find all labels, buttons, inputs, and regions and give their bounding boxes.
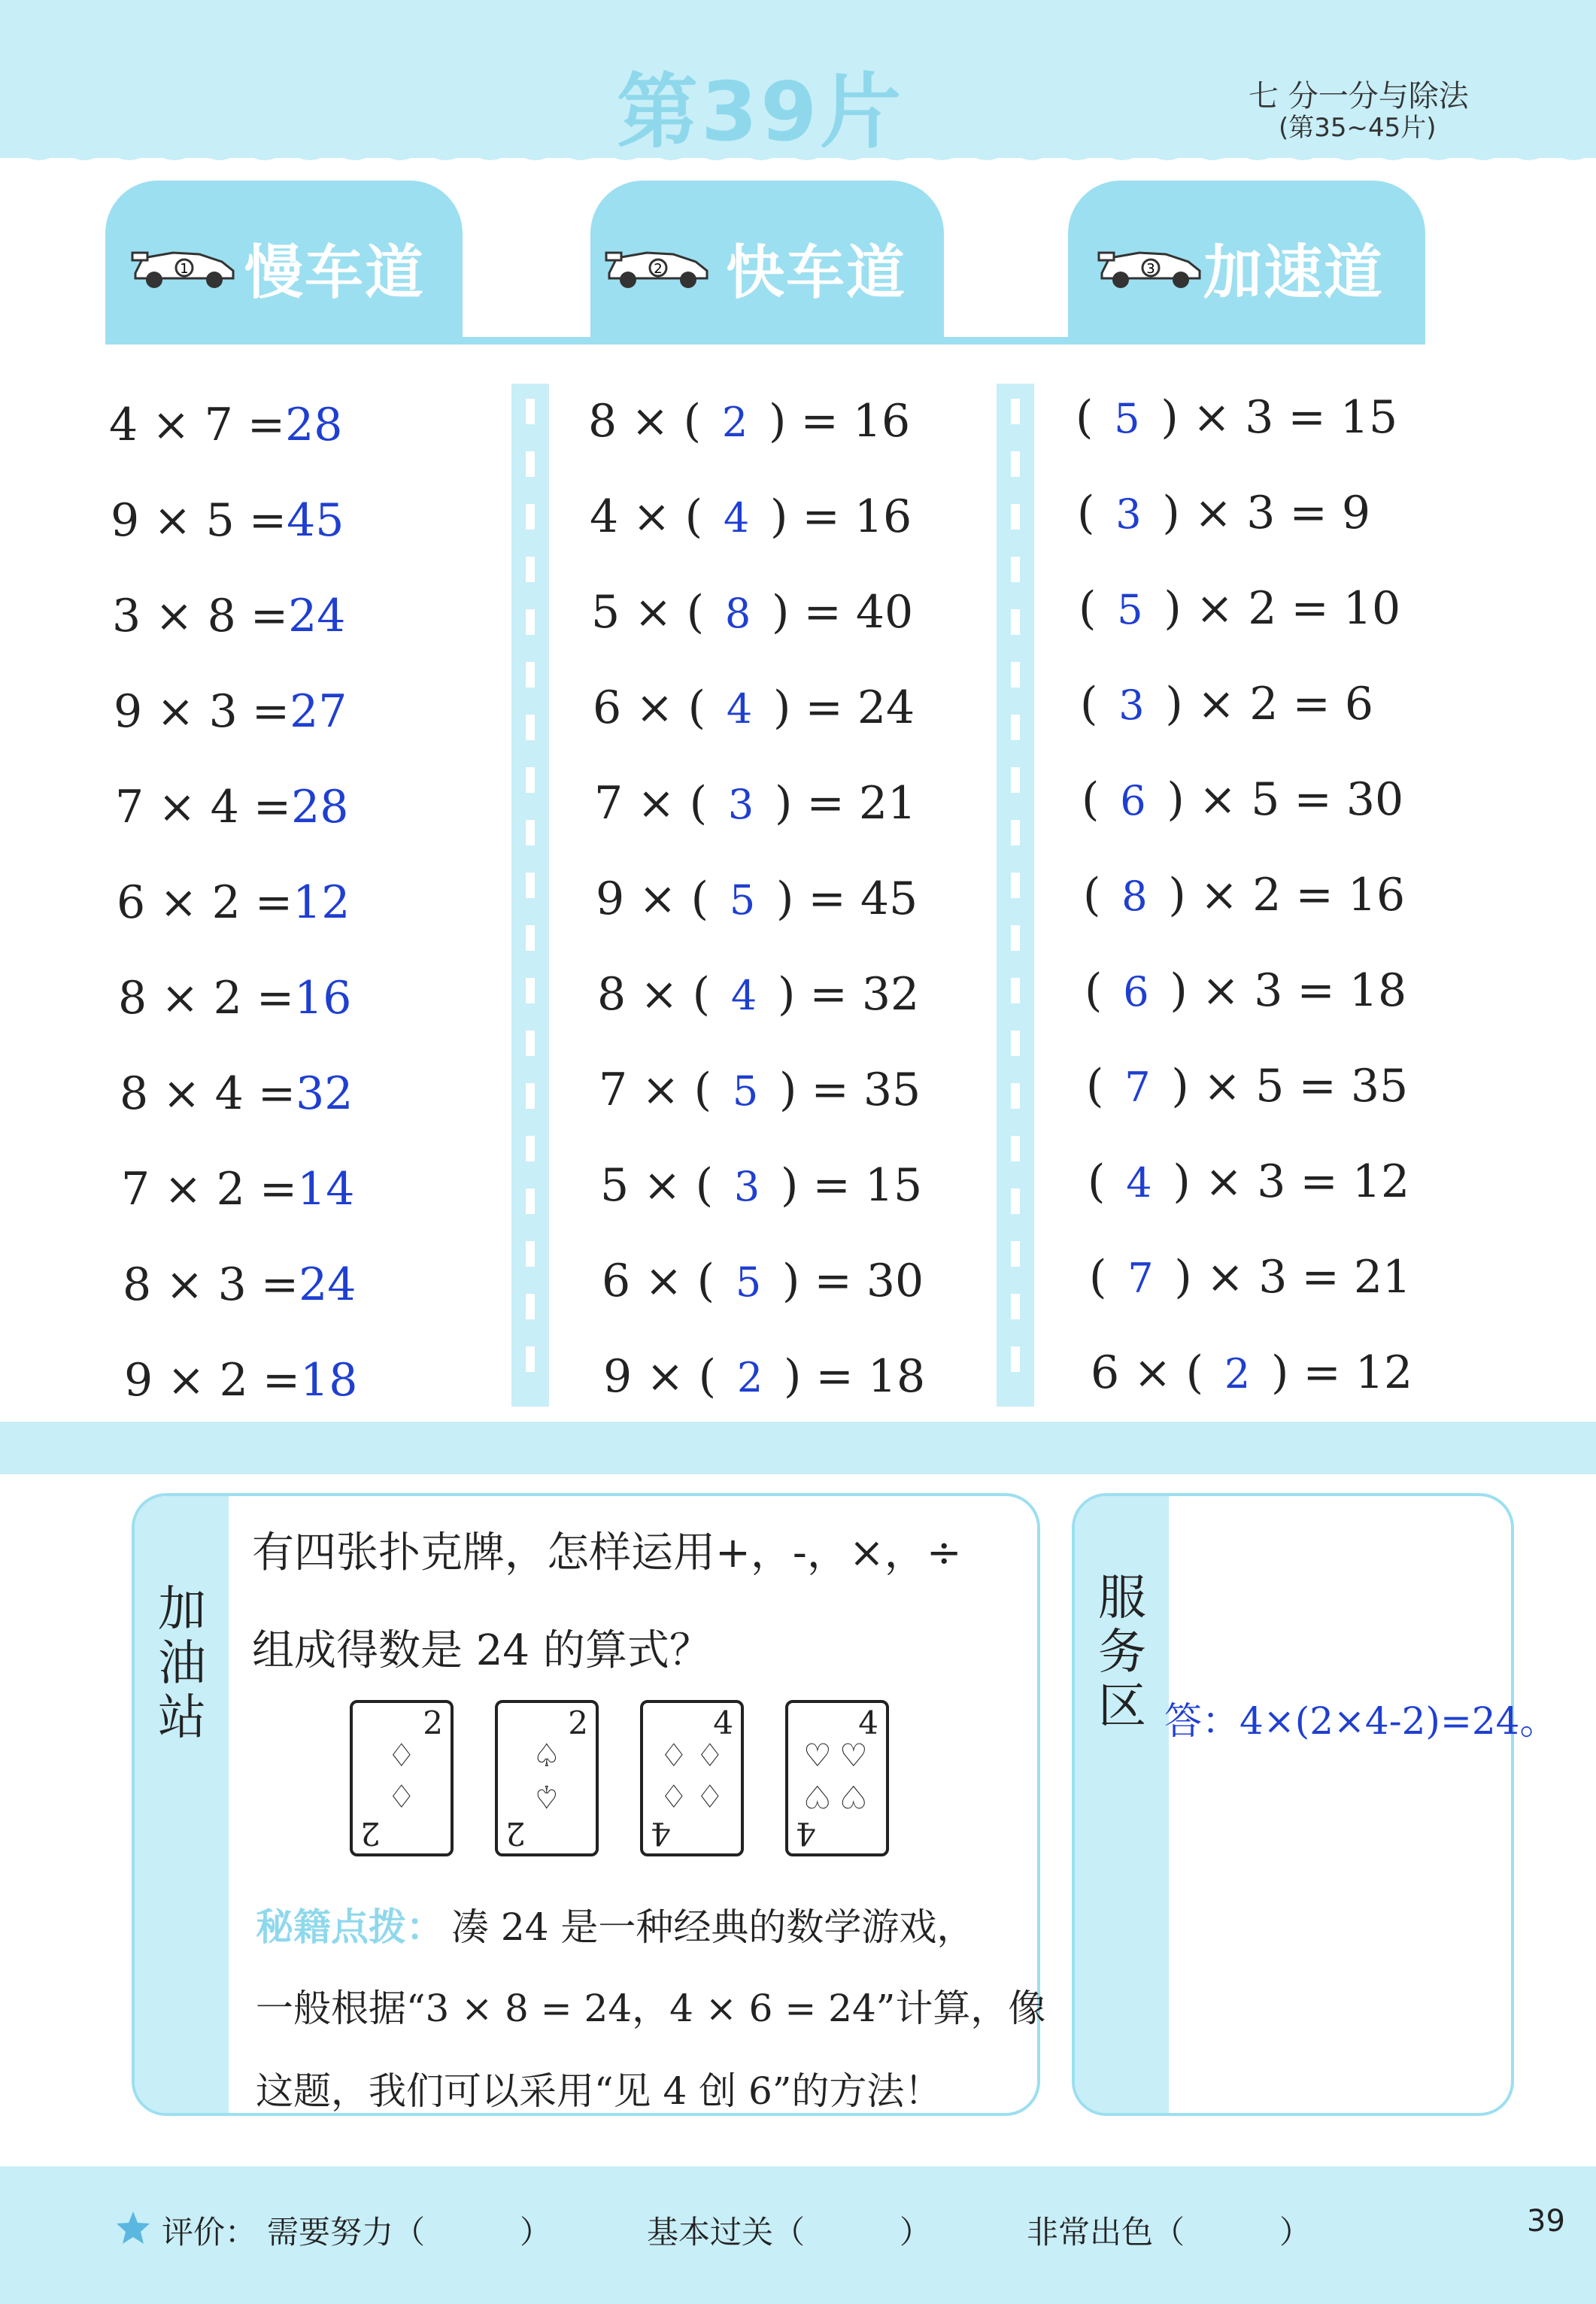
equation-text: ) = 15 [781, 1159, 923, 1212]
fuel-station-label: 加油站 [158, 1582, 206, 1746]
lane-dash [526, 978, 535, 1003]
equation-text: 7 × ( [599, 1064, 712, 1116]
service-area-label: 服务区 [1098, 1571, 1146, 1735]
equation-text: 7 × 2 = [121, 1163, 298, 1216]
diamond-icon: ♢ [696, 1737, 724, 1774]
answer-text: 32 [296, 1067, 353, 1120]
lane-dash [526, 399, 535, 424]
equation-text: 9 × ( [596, 873, 708, 925]
heart-icon: ♡ [839, 1737, 868, 1774]
equation-text: ) = 16 [770, 490, 912, 543]
equation-text: ) × 3 = 18 [1170, 964, 1407, 1017]
equation-row [1088, 1155, 1409, 1208]
answer-text: 5 [732, 1067, 759, 1115]
answer-text: 3 [733, 1163, 760, 1210]
answer-text: 6 [1123, 968, 1149, 1015]
unit-title: 七 分一分与除法 [1249, 79, 1469, 114]
answer-text: 4 [726, 685, 753, 733]
equation-row [1080, 678, 1373, 730]
equation-text: ) = 16 [769, 395, 911, 448]
heart-icon: ♡ [839, 1778, 868, 1815]
lane-dash [526, 1294, 535, 1319]
lane-dash [526, 504, 535, 530]
answer-text: 2 [721, 399, 748, 446]
eval-option-basic-pass[interactable]: 基本过关（ ） [647, 2214, 932, 2251]
equation-text: ( [1079, 582, 1097, 635]
lane-label-fast: 快车道 [726, 239, 907, 307]
diamond-icon: ♢ [660, 1737, 688, 1774]
lane-dash [1011, 609, 1020, 635]
problem-line-1: 有四张扑克牌，怎样运用+，-，×，÷ [252, 1528, 962, 1577]
equation-text: 4 × ( [590, 490, 702, 543]
answer-text: 24 [288, 590, 346, 642]
answer-text: 12 [293, 876, 350, 929]
answer-text: 45 [287, 494, 344, 547]
equation-text: ( [1089, 1251, 1107, 1304]
lane-dash [526, 925, 535, 951]
equation-row [1079, 582, 1400, 635]
equation-row [117, 876, 350, 929]
service-area-box [1072, 1493, 1514, 2116]
equation-text: ( [1083, 869, 1101, 921]
answer-text: 24 [299, 1258, 357, 1311]
lane-dash [1011, 820, 1020, 845]
equation-row [124, 1354, 357, 1407]
equation-text: ) = 40 [772, 586, 914, 639]
equation-row [123, 1258, 356, 1311]
lane-dash [1011, 1136, 1020, 1161]
equation-text: ) × 5 = 35 [1171, 1060, 1409, 1113]
equation-text: 8 × 4 = [120, 1067, 296, 1120]
playing-card: 4 ♢ ♢ ♢ ♢ 4 [640, 1700, 744, 1856]
lane-tab-baseline [105, 337, 1425, 345]
answer-text: 2 [736, 1354, 763, 1401]
equation-text: ) × 2 = 10 [1164, 582, 1401, 635]
equation-row [120, 1067, 353, 1120]
tip-line-3: 这题，我们可以采用“见 4 创 6”的方法！ [256, 2069, 942, 2113]
problem-line-2: 组成得数是 24 的算式？ [252, 1626, 712, 1675]
equation-text: 4 × 7 = [109, 399, 286, 451]
equation-row [112, 590, 345, 642]
lane-dash [526, 1031, 535, 1056]
lane-dash [1011, 1294, 1020, 1319]
equation-text: ( [1076, 391, 1094, 444]
lane-dash [526, 873, 535, 898]
svg-text:2: 2 [654, 261, 663, 277]
heart-icon: ♡ [803, 1737, 832, 1774]
equation-text: 8 × ( [597, 968, 710, 1021]
answer-text: 28 [285, 399, 343, 451]
equation-row [1077, 487, 1370, 539]
equation-text: ) = 32 [778, 968, 920, 1021]
lane-dash [1011, 715, 1020, 740]
diamond-icon: ♢ [696, 1778, 724, 1815]
tip-label: 秘籍点拨： [256, 1905, 444, 1949]
equation-text: 8 × ( [588, 395, 701, 448]
equation-row [1083, 869, 1405, 921]
equation-text: ) × 2 = 6 [1165, 678, 1374, 730]
equation-text: 6 × 2 = [117, 876, 293, 929]
answer-text: 4 [730, 972, 757, 1019]
spade-icon: ♤ [533, 1737, 561, 1774]
answer-text: 5 [1117, 586, 1143, 633]
unit-range: (第35~45片) [1279, 113, 1437, 143]
equation-text: ) × 3 = 12 [1173, 1155, 1410, 1208]
equation-text: ) × 3 = 9 [1162, 487, 1371, 539]
lane-divider [997, 384, 1034, 1407]
equation-row [599, 1064, 921, 1116]
diamond-icon: ♢ [660, 1778, 688, 1815]
equation-row [1086, 1060, 1408, 1113]
answer-text: 2 [1224, 1350, 1251, 1398]
equation-row [603, 1350, 925, 1403]
lane-dash [526, 609, 535, 635]
service-area-answer: 答：4×(2×4-2)=24。 [1164, 1699, 1558, 1743]
answer-text: 7 [1127, 1255, 1154, 1302]
tip-line-1: 凑 24 是一种经典的数学游戏， [451, 1905, 975, 1949]
equation-text: 6 × ( [602, 1255, 715, 1307]
answer-text: 4 [1126, 1159, 1152, 1207]
lane-dash [1011, 662, 1020, 688]
answer-text: 8 [1121, 873, 1148, 920]
page-title: 第39片 [617, 65, 905, 159]
lane-dash [1011, 399, 1020, 424]
equation-row [600, 1159, 922, 1212]
lane-dash [1011, 1031, 1020, 1056]
equation-row [596, 873, 918, 925]
equation-text: 8 × 3 = [123, 1258, 299, 1311]
equation-text: ) × 5 = 30 [1167, 773, 1404, 826]
spade-icon: ♤ [533, 1778, 561, 1815]
lane-dash [1011, 1083, 1020, 1109]
equation-text: 8 × 2 = [118, 972, 295, 1025]
lane-dash [526, 1241, 535, 1267]
lane-dash [1011, 925, 1020, 951]
equation-text: 3 × 8 = [112, 590, 289, 642]
svg-text:1: 1 [180, 261, 189, 277]
lane-dash [1011, 767, 1020, 793]
equation-text: ) × 3 = 21 [1174, 1251, 1412, 1304]
equation-text: ) = 35 [779, 1064, 921, 1116]
equation-row [121, 1163, 354, 1216]
equation-row [118, 972, 351, 1025]
equation-text: 6 × ( [593, 681, 705, 734]
equation-row [588, 395, 910, 448]
equation-text: ) × 2 = 16 [1168, 869, 1406, 921]
lane-dash [526, 767, 535, 793]
equation-text: 5 × ( [600, 1159, 713, 1212]
equation-text: 9 × 2 = [124, 1354, 301, 1407]
equation-text: 5 × ( [591, 586, 704, 639]
svg-text:3: 3 [1146, 261, 1155, 277]
lane-dash [1011, 557, 1020, 582]
equation-text: 6 × ( [1091, 1346, 1203, 1399]
playing-card: 2 ♢ ♢ 2 [350, 1700, 454, 1856]
equation-text: ( [1086, 1060, 1104, 1113]
lane-dash [526, 820, 535, 845]
equation-text: ( [1080, 678, 1098, 730]
star-icon [114, 2209, 152, 2247]
answer-text: 4 [723, 494, 750, 542]
equation-text: ) = 21 [775, 777, 917, 830]
equation-text: ) = 24 [773, 681, 915, 734]
equation-text: ( [1082, 773, 1100, 826]
answer-text: 27 [290, 685, 347, 738]
equation-row [109, 399, 342, 451]
equation-row [597, 968, 919, 1021]
race-car-1-icon [128, 239, 241, 292]
equation-text: ) = 18 [784, 1350, 926, 1403]
lane-dash [1011, 451, 1020, 477]
equation-row [1091, 1346, 1412, 1399]
equation-row [602, 1255, 924, 1307]
heart-icon: ♡ [803, 1778, 832, 1815]
lane-dash [1011, 1346, 1020, 1372]
lane-dash [526, 1346, 535, 1372]
lane-dash [1011, 1188, 1020, 1214]
equation-row [114, 685, 347, 738]
equation-text: 7 × ( [594, 777, 707, 830]
tip-line-2: 一般根据“3 × 8 = 24，4 × 6 = 24”计算，像 [256, 1987, 1046, 2030]
lane-dash [1011, 1241, 1020, 1267]
answer-text: 5 [729, 876, 756, 924]
race-car-2-icon [602, 239, 715, 292]
diamond-icon: ♢ [387, 1778, 416, 1815]
separator-band [0, 1422, 1596, 1474]
equation-text: 9 × 3 = [114, 685, 290, 738]
answer-text: 28 [291, 781, 349, 833]
equation-text: ) = 12 [1271, 1346, 1413, 1399]
equation-row [593, 681, 915, 734]
playing-card: 2 ♤ ♤ 2 [495, 1700, 599, 1856]
lane-dash [1011, 873, 1020, 898]
equation-text: ( [1077, 487, 1095, 539]
equation-text: ( [1088, 1155, 1106, 1208]
page-number: 39 [1527, 2204, 1565, 2239]
equation-text: ) = 45 [776, 873, 918, 925]
equation-text: ) × 3 = 15 [1161, 391, 1398, 444]
answer-text: 7 [1124, 1064, 1151, 1111]
equation-row [115, 781, 348, 833]
answer-text: 3 [1118, 681, 1145, 729]
answer-text: 3 [727, 781, 754, 828]
equation-row [1089, 1251, 1411, 1304]
playing-card: 4 ♡ ♡ ♡ ♡ 4 [785, 1700, 889, 1856]
lane-label-accel: 加速道 [1203, 239, 1385, 307]
equation-row [1076, 391, 1397, 444]
equation-row [1085, 964, 1406, 1017]
equation-text: ) = 30 [782, 1255, 924, 1307]
equation-row [594, 777, 916, 830]
lane-dash [1011, 978, 1020, 1003]
lane-divider [511, 384, 549, 1407]
lane-dash [526, 1083, 535, 1109]
lane-dash [526, 557, 535, 582]
answer-text: 5 [735, 1258, 762, 1306]
diamond-icon: ♢ [387, 1737, 416, 1774]
answer-text: 14 [297, 1163, 355, 1216]
lane-dash [526, 715, 535, 740]
answer-text: 8 [724, 590, 751, 637]
lane-dash [526, 451, 535, 477]
answer-text: 6 [1120, 777, 1146, 824]
lane-dash [526, 662, 535, 688]
equation-row [590, 490, 912, 543]
equation-text: 9 × ( [603, 1350, 716, 1403]
lane-dash [1011, 504, 1020, 530]
lane-dash [526, 1188, 535, 1214]
eval-option-needs-effort[interactable]: 需要努力（ ） [267, 2214, 552, 2251]
race-car-3-icon [1094, 239, 1207, 292]
equation-row [1082, 773, 1403, 826]
equation-text: 7 × 4 = [115, 781, 292, 833]
lane-label-slow: 慢车道 [244, 239, 426, 307]
lane-dash [526, 1136, 535, 1161]
equation-row [111, 494, 344, 547]
equation-text: 9 × 5 = [111, 494, 287, 547]
equation-text: ( [1085, 964, 1103, 1017]
answer-text: 16 [294, 972, 352, 1025]
eval-option-excellent[interactable]: 非常出色（ ） [1027, 2214, 1312, 2251]
evaluation-label: 评价： [162, 2214, 257, 2251]
answer-text: 3 [1115, 490, 1142, 538]
answer-text: 18 [300, 1354, 358, 1407]
equation-row [591, 586, 913, 639]
answer-text: 5 [1114, 395, 1140, 442]
